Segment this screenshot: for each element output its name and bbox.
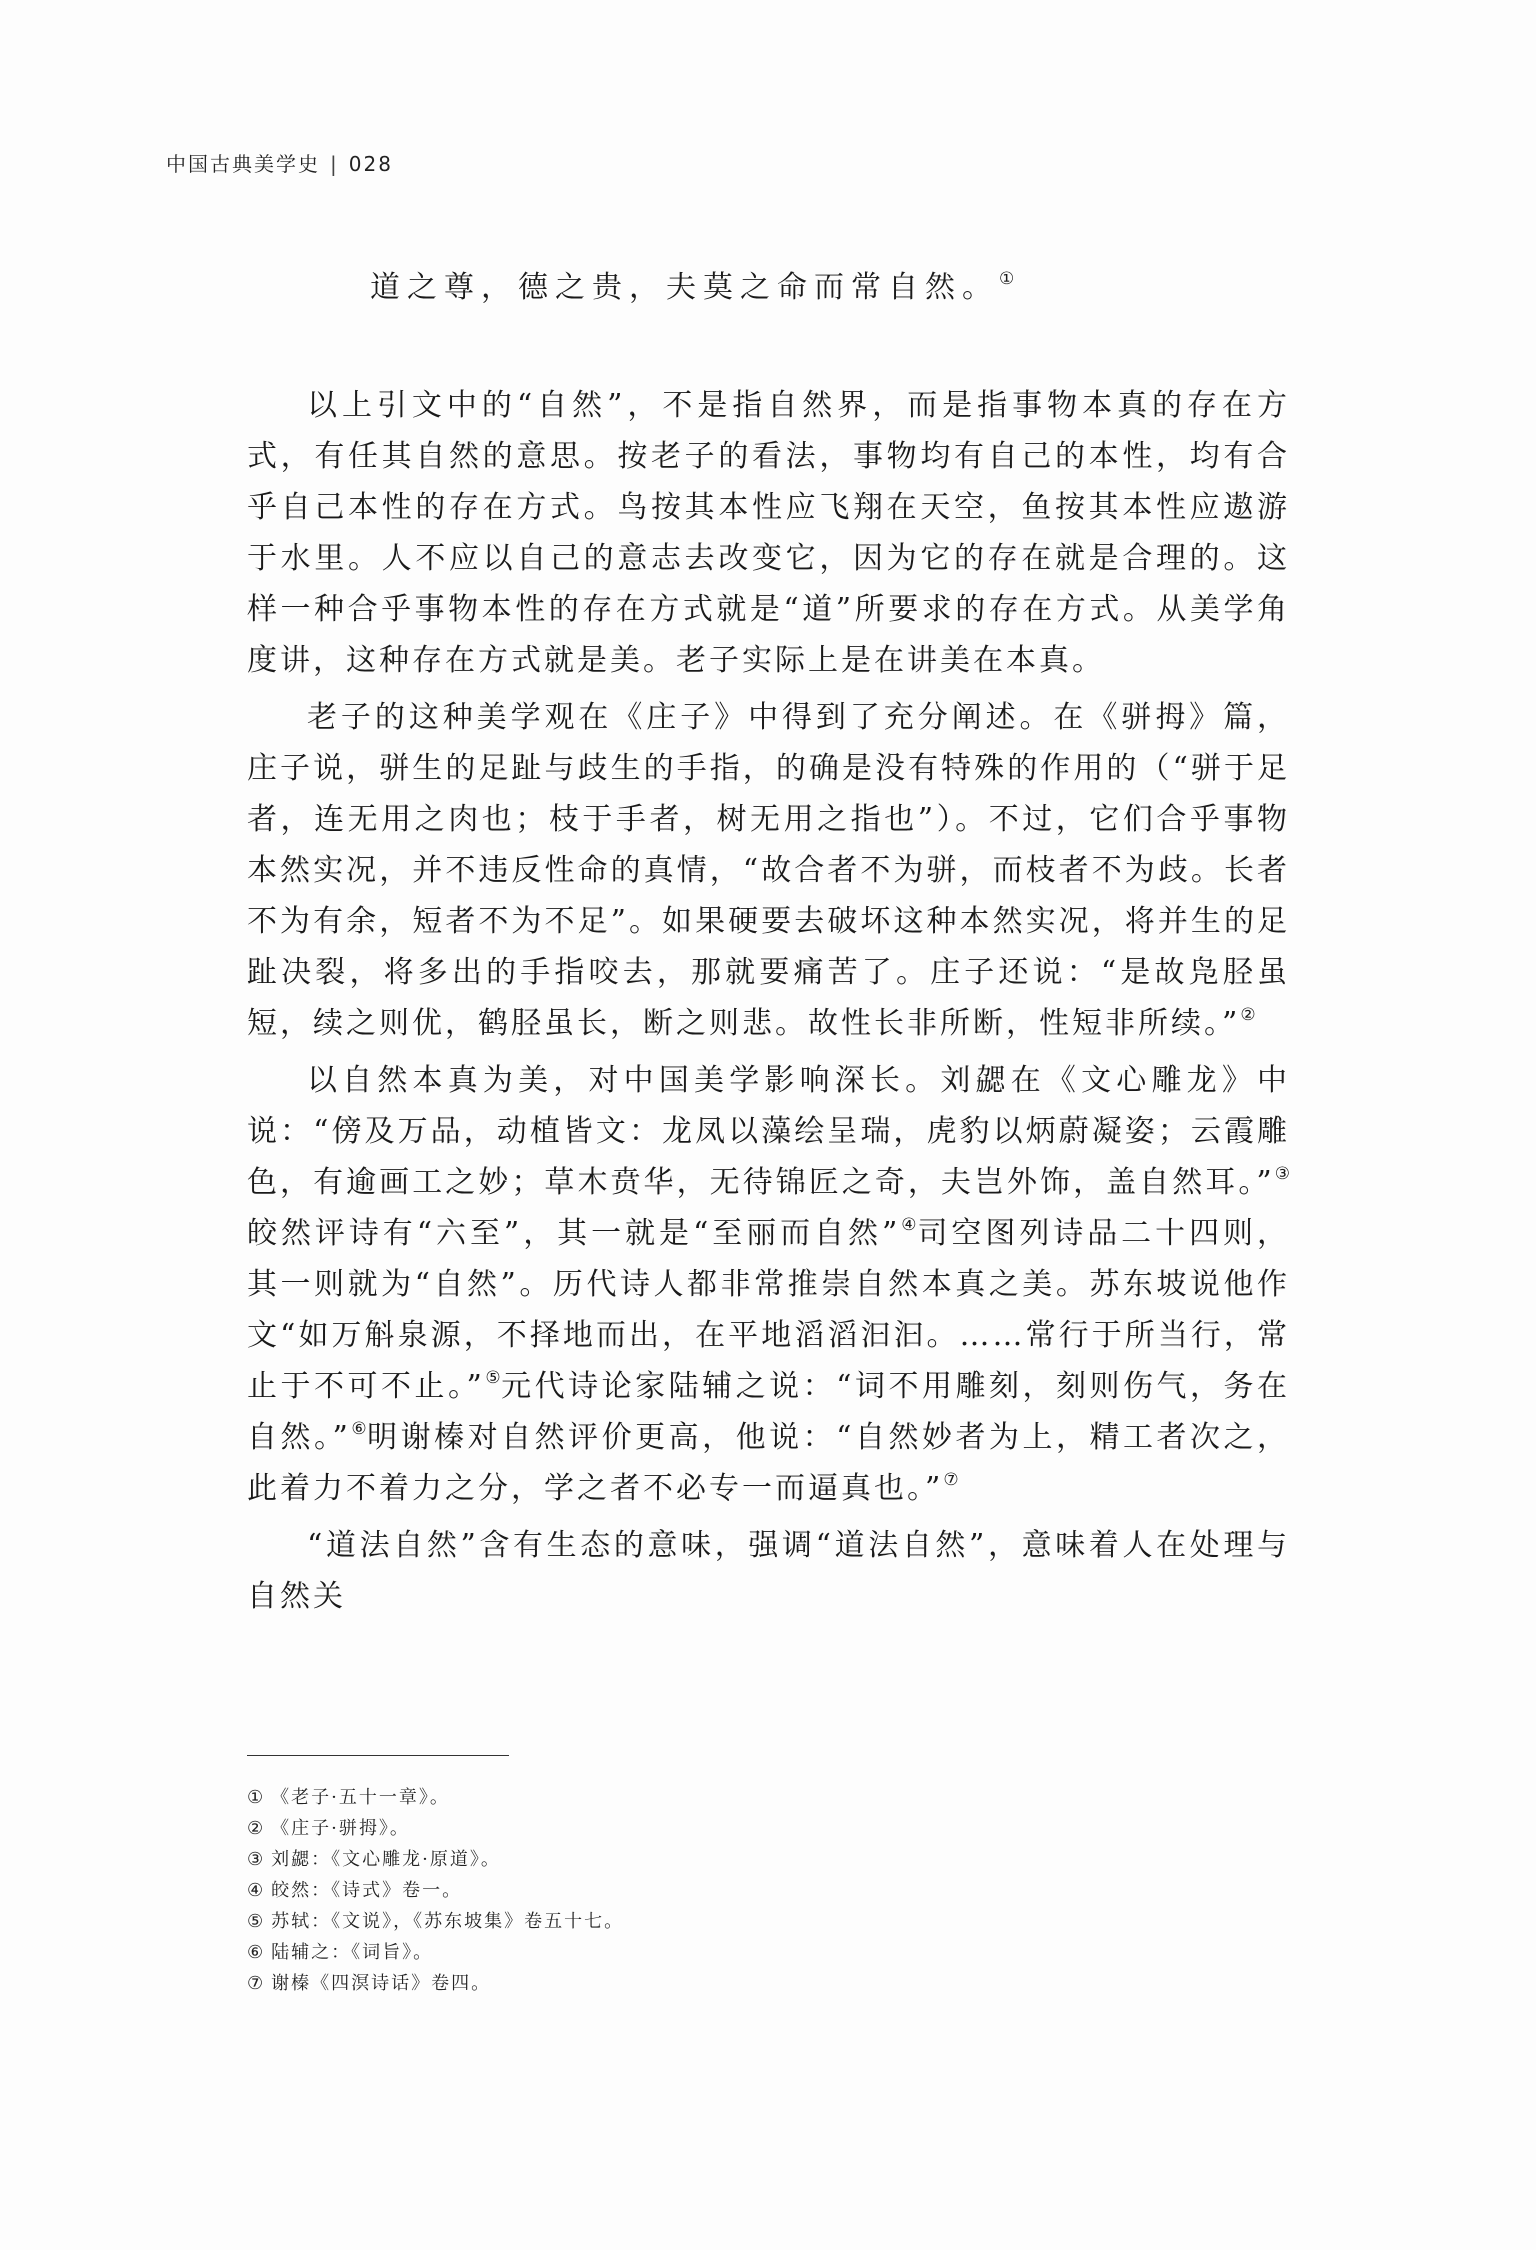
body-text: [247, 380, 1290, 1628]
paragraph-text: 司空图列诗品二十四则，其一则就为“自然”。历代诗人都非常推崇自然本真之美。苏东坡说他作文“如万斛泉源，不择地而出，在平地滔滔汩汩。……常行于所当行，常止于不可不止。”: [247, 1216, 1290, 1404]
page-number: 028: [348, 152, 393, 176]
footnote-text: 皎然：《诗式》卷一。: [271, 1880, 463, 1901]
footnote-mark: ⑤: [247, 1911, 266, 1932]
footnote-text: 刘勰：《文心雕龙·原道》。: [271, 1849, 501, 1870]
footnote: [247, 1813, 1147, 1844]
footnote-ref[interactable]: ①: [999, 269, 1015, 289]
footnote: [247, 1875, 1147, 1906]
footnote-ref[interactable]: ⑥: [350, 1419, 368, 1439]
footnote-mark: ③: [247, 1849, 266, 1870]
footnote-ref[interactable]: ②: [1240, 1005, 1256, 1025]
footnote-text: 《庄子·骈拇》。: [271, 1818, 410, 1839]
footnote: [247, 1937, 1147, 1968]
quote-text: 道之尊，德之贵，夫莫之命而常自然。: [370, 270, 999, 305]
book-title: 中国古典美学史: [166, 152, 320, 176]
footnote-ref[interactable]: ⑦: [943, 1470, 959, 1490]
footnote-ref[interactable]: ⑤: [484, 1368, 502, 1388]
footnote-ref[interactable]: ④: [900, 1215, 918, 1235]
footnote: [247, 1906, 1147, 1937]
footnote-divider: [247, 1755, 509, 1756]
footnote-mark: ①: [247, 1787, 266, 1808]
header-separator: |: [330, 152, 339, 176]
paragraph-text: 以上引文中的“自然”，不是指自然界，而是指事物本真的存在方式，有任其自然的意思。按老子的看法，事物均有自己的本性，均有合乎自己本性的存在方式。鸟按其本性应飞翔在天空，鱼按其本性应遨游于水里。人不应以自己的意志去改变它，因为它的存在就是合理的。这样一种合乎事物本性的存在方式就是“道”所要求的存在方式。从美学角度讲，这种存在方式就是美。老子实际上是在讲美在本真。: [247, 388, 1290, 678]
footnote-mark: ⑥: [247, 1942, 266, 1963]
paragraph-text: 老子的这种美学观在《庄子》中得到了充分阐述。在《骈拇》篇，庄子说，骈生的足趾与歧生的手指，的确是没有特殊的作用的（“骈于足者，连无用之肉也；枝于手者，树无用之指也”）。不过，它们合乎事物本然实况，并不违反性命的真情，“故合者不为骈，而枝者不为歧。长者不为有余，短者不为不足”。如果硬要去破坏这种本然实况，将并生的足趾决裂，将多出的手指咬去，那就要痛苦了。庄子还说：“是故凫胫虽短，续之则优，鹤胫虽长，断之则悲。故性长非所断，性短非所续。”: [247, 700, 1290, 1041]
footnote: [247, 1968, 1147, 1999]
block-quote: [370, 262, 1014, 306]
paragraph: [247, 1055, 1290, 1514]
paragraph-text: 明谢榛对自然评价更高，他说：“自然妙者为上，精工者次之，此着力不着力之分，学之者不必专一而逼真也。”: [247, 1420, 1290, 1506]
footnote-text: 苏轼：《文说》，《苏东坡集》卷五十七。: [271, 1911, 625, 1932]
footnote-ref[interactable]: ③: [1274, 1164, 1290, 1184]
paragraph-text: “道法自然”含有生态的意味，强调“道法自然”，意味着人在处理与自然关: [247, 1528, 1290, 1614]
paragraph: [247, 1520, 1290, 1622]
paragraph-text: 元代诗论家陆辅之说：“词不用雕刻，刻则伤气，务在自然。”: [247, 1369, 1290, 1455]
paragraph-text: 皎然评诗有“六至”，其一就是“至丽而自然”: [247, 1216, 901, 1251]
paragraph: [247, 692, 1290, 1049]
footnote-mark: ⑦: [247, 1973, 266, 1994]
footnotes: [247, 1782, 1147, 1999]
footnote-text: 谢榛《四溟诗话》卷四。: [271, 1973, 492, 1994]
footnote-mark: ②: [247, 1818, 266, 1839]
paragraph-text: 以自然本真为美，对中国美学影响深长。刘勰在《文心雕龙》中说：“傍及万品，动植皆文：龙凤以藻绘呈瑞，虎豹以炳蔚凝姿；云霞雕色，有逾画工之妙；草木贲华，无待锦匠之奇，夫岂外饰，盖自然耳。”: [247, 1063, 1290, 1200]
running-head: [166, 148, 393, 177]
footnote-mark: ④: [247, 1880, 266, 1901]
footnote: [247, 1844, 1147, 1875]
footnote-text: 陆辅之：《词旨》。: [271, 1942, 434, 1963]
footnote-text: 《老子·五十一章》。: [271, 1787, 450, 1808]
footnote: [247, 1782, 1147, 1813]
paragraph: [247, 380, 1290, 686]
